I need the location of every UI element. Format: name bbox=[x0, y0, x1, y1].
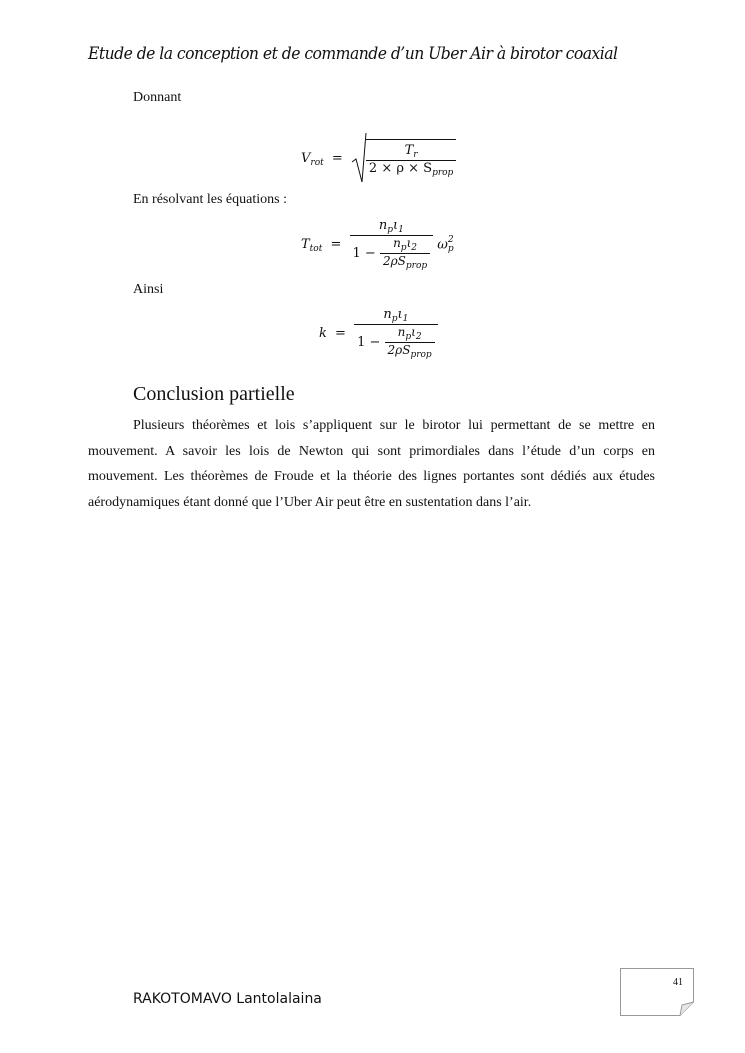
vrot-lhs: $V_{rot}$ bbox=[301, 150, 324, 168]
vrot-fraction: $\frac{T_r}{2 \times \rho \times S_{prop}}$ bbox=[366, 143, 456, 178]
equation-ttot bbox=[301, 218, 454, 271]
label-en-resolvant: En résolvant les équations : bbox=[133, 192, 287, 207]
k-fraction: $n_p\iota_1$ 1 − $\frac{n_p\iota_2}{2\rho S_{prop}}$ bbox=[354, 307, 438, 360]
ttot-omega: ω 2 p bbox=[437, 234, 454, 254]
equation-k bbox=[319, 307, 438, 360]
page-header-title: Etude de la conception et de commande d’un Uber Air à birotor coaxial bbox=[88, 44, 618, 64]
ttot-equals: = bbox=[330, 237, 342, 252]
label-ainsi: Ainsi bbox=[133, 282, 164, 297]
k-equals: = bbox=[335, 326, 346, 341]
vrot-sqrt bbox=[351, 132, 456, 184]
k-lhs: k bbox=[319, 326, 327, 341]
label-donnant: Donnant bbox=[133, 90, 182, 105]
ttot-lhs: $T_{tot}$ bbox=[301, 237, 323, 254]
sqrt-sign-icon bbox=[351, 132, 367, 184]
footer-author: RAKOTOMAVO Lantolalaina bbox=[133, 991, 322, 1007]
ttot-fraction: $n_p\iota_1$ 1 − $\frac{n_p\iota_2}{2\rho S_{prop}}$ bbox=[350, 218, 434, 271]
section-body-paragraph: Plusieurs théorèmes et lois s’appliquent sur le birotor lui permettant de se mettre en mouvement. A savoir les lois de Newton qui sont primordiales dans l’étude d’un corps en mouvement. Les théorèmes de Froude et la théorie des lignes portantes sont dédiés aux études aérodynamiques étant donné que l’Uber Air peut être en sustentation dans l’air. bbox=[88, 418, 655, 510]
equation-vrot bbox=[301, 132, 456, 184]
page-number: 41 bbox=[673, 977, 683, 988]
vrot-equals: = bbox=[331, 150, 343, 166]
page-corner-icon bbox=[620, 968, 694, 1016]
section-heading: Conclusion partielle bbox=[133, 383, 295, 405]
